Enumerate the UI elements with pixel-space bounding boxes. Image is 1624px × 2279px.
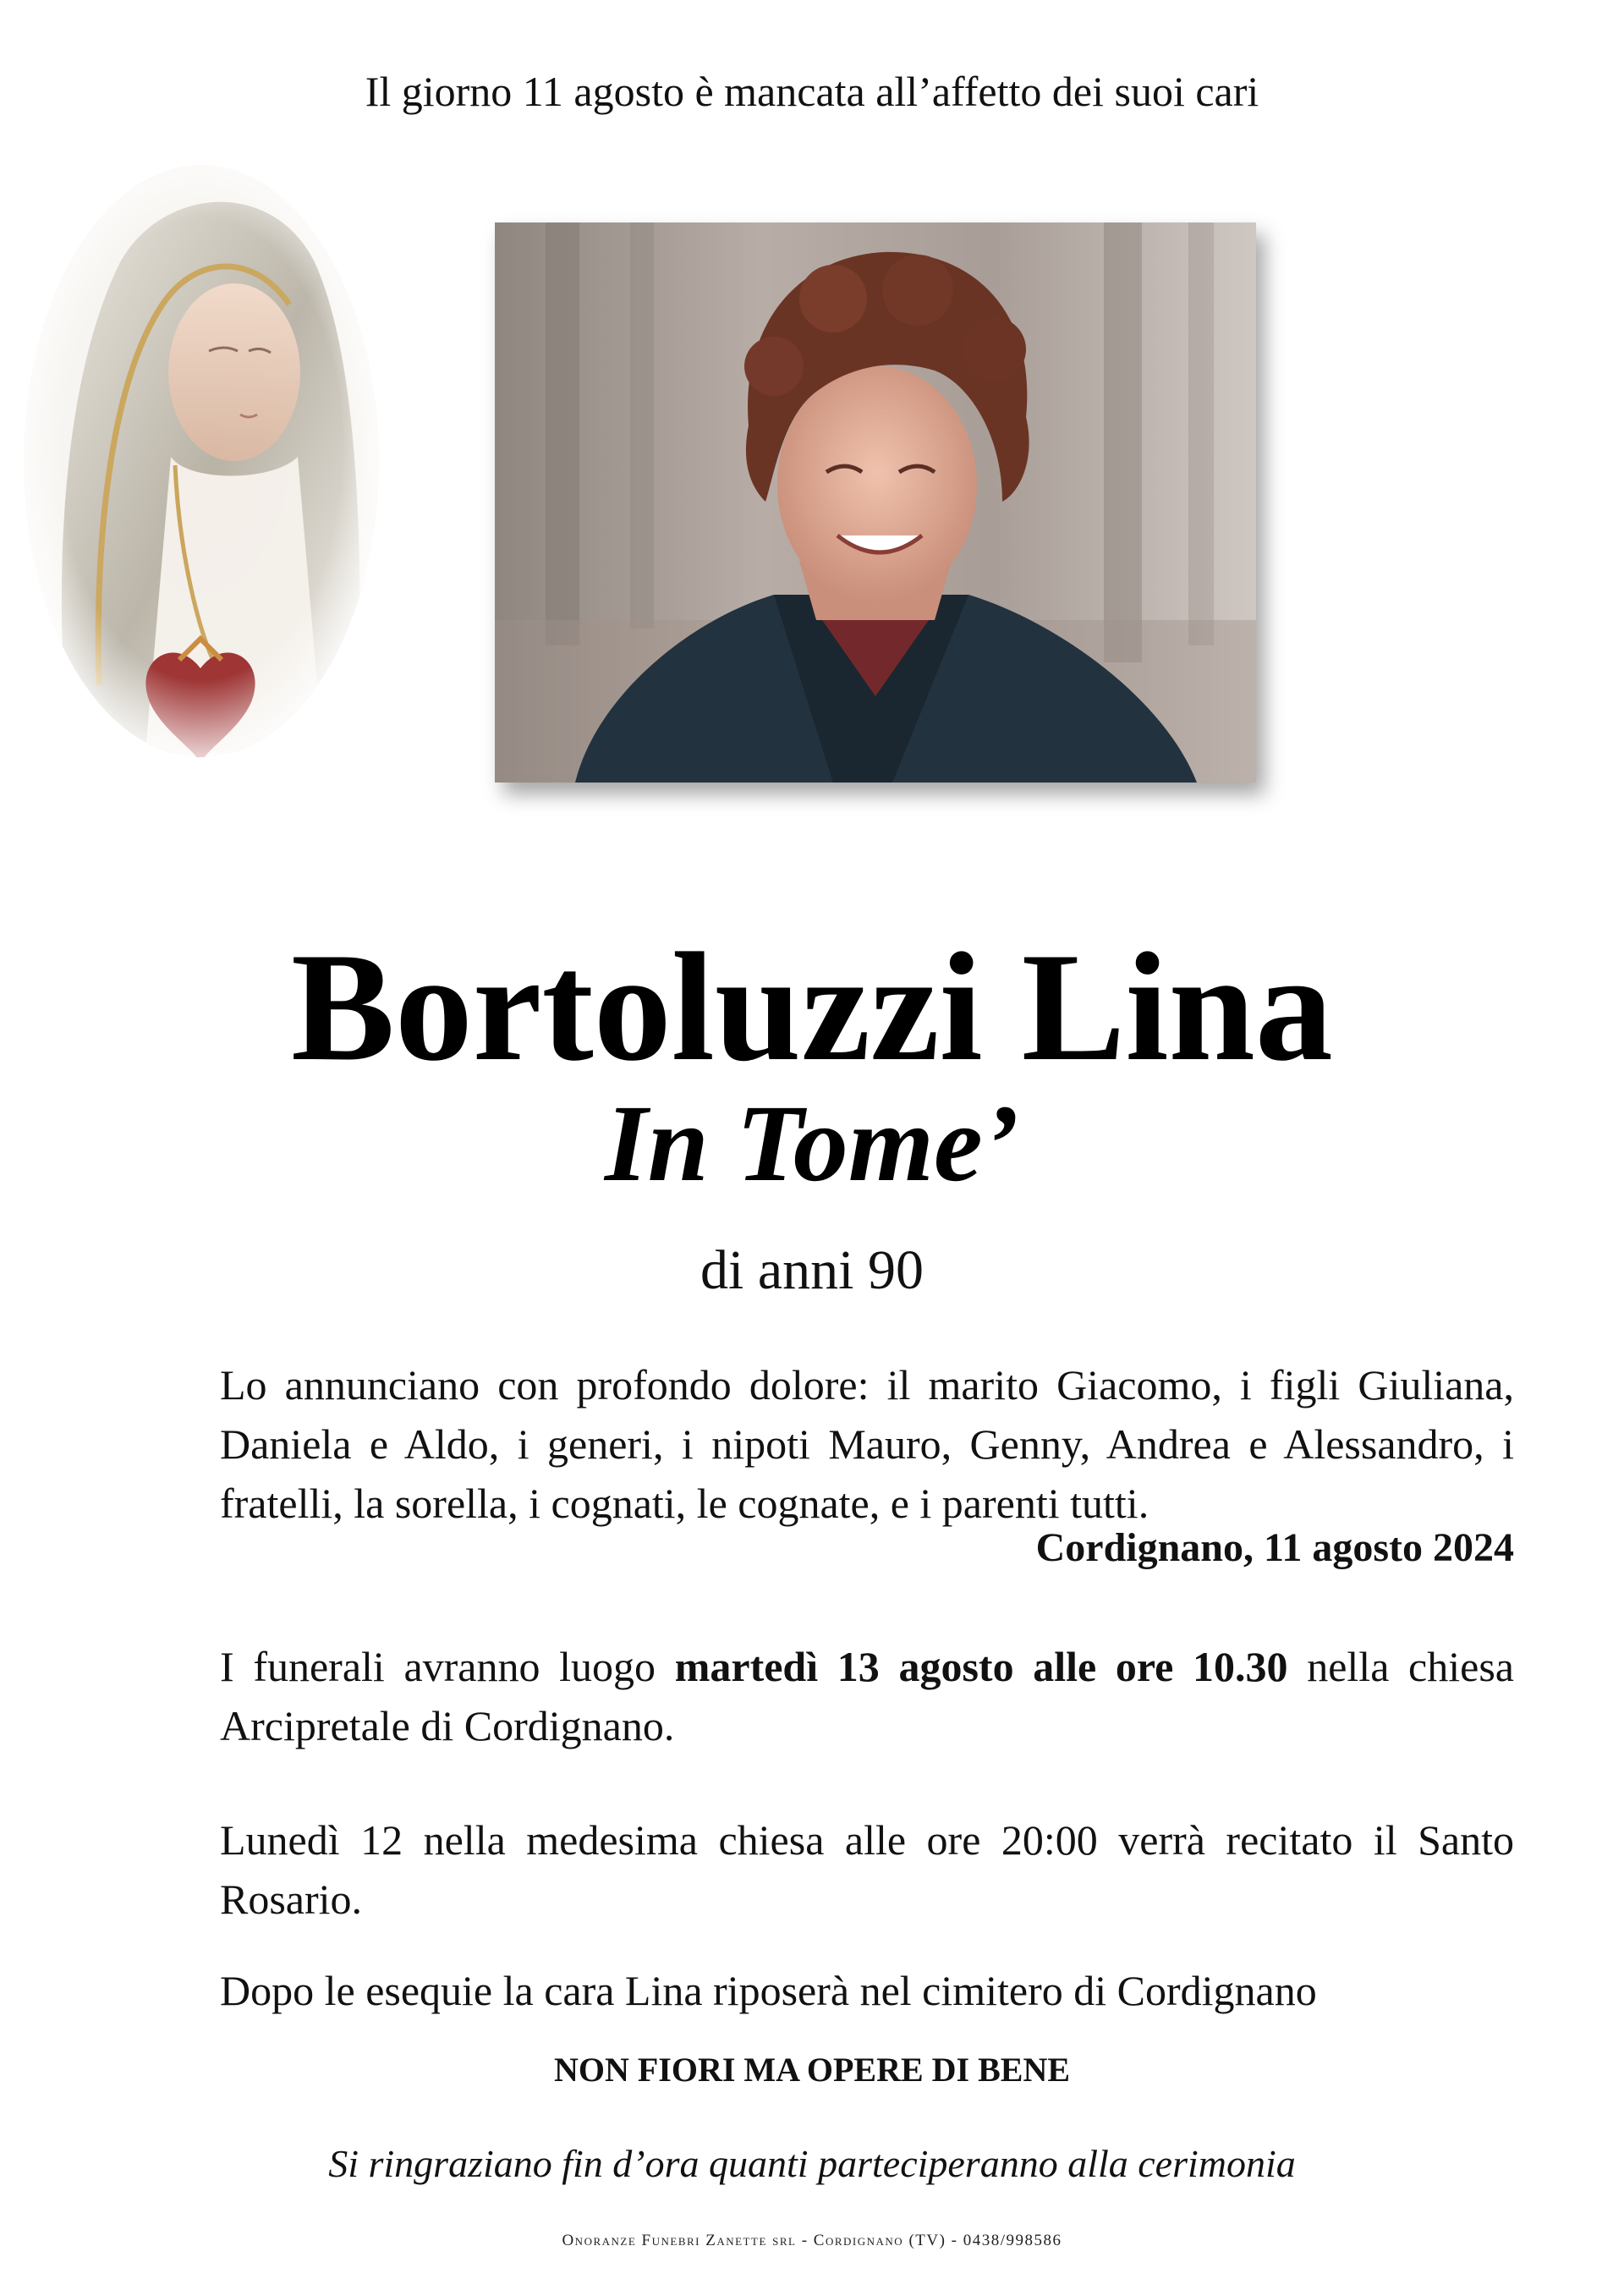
funeral-date-time: martedì 13 agosto alle ore 10.30 [674, 1643, 1288, 1690]
thanks-note: Si ringraziano fin d’ora quanti parteciperanno alla cerimonia [328, 2142, 1296, 2185]
place-date: Cordignano, 11 agosto 2024 [1035, 1525, 1514, 1570]
burial-info: Dopo le esequie la cara Lina riposerà nel cimitero di Cordignano [220, 1967, 1317, 2014]
portrait-photo [495, 222, 1256, 783]
married-name: In Tome’ [605, 1083, 1019, 1205]
intro-line: Il giorno 11 agosto è mancata all’affetto dei suoi cari [365, 68, 1259, 115]
flowers-note: NON FIORI MA OPERE DI BENE [553, 2051, 1071, 2089]
funeral-suffix: nella chiesa Arcipretale di Cordignano. [220, 1643, 1514, 1749]
funeral-info [220, 1637, 1514, 1755]
rosary-info: Lunedì 12 nella medesima chiesa alle ore 20:00 verrà recitato il Santo Rosario. [220, 1816, 1514, 1923]
madonna-image [19, 161, 384, 761]
announcement-text: Lo annunciano con profondo dolore: il marito Giacomo, i figli Giuliana, Daniela e Aldo, i generi, i nipoti Mauro, Genny, Andrea e Alessandro, i fratelli, la sorella, i cognati, le cognate, e i parenti tutti. [220, 1361, 1514, 1527]
funeral-home-footer: Onoranze Funebri Zanette srl - Cordignano (TV) - 0438/998586 [562, 2232, 1062, 2249]
deceased-age: di anni 90 [700, 1239, 924, 1301]
deceased-name: Bortoluzzi Lina [291, 920, 1333, 1093]
funeral-prefix: I funerali avranno luogo [220, 1643, 656, 1690]
